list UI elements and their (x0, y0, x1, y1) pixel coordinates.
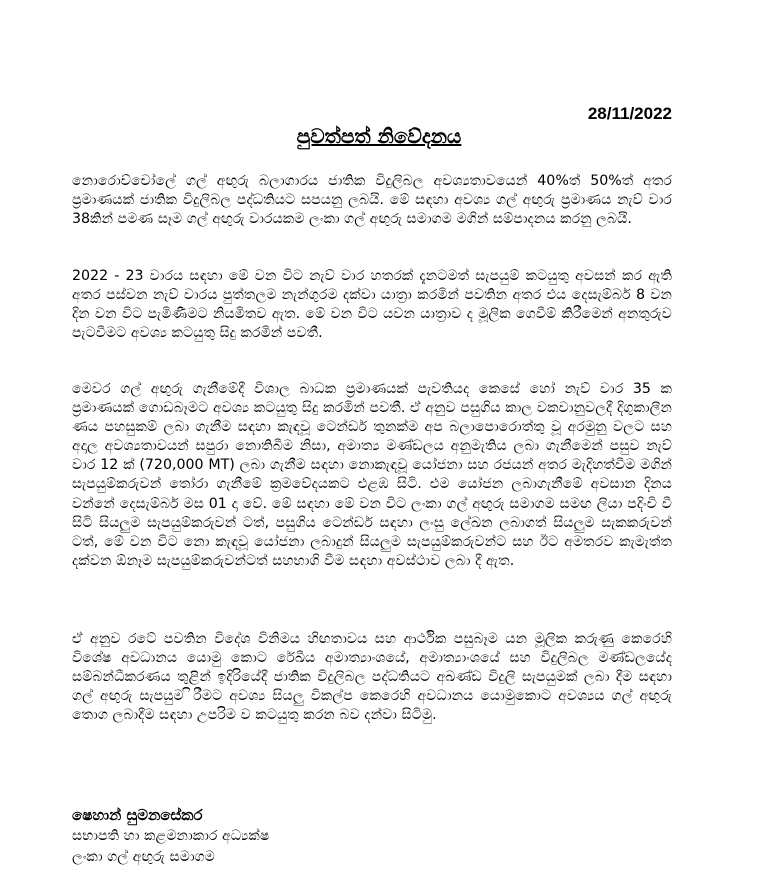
document-date: 28/11/2022 (587, 104, 672, 123)
signature-block (72, 805, 269, 868)
signatory-organization: ලංකා ගල් අඟුරු සමාගම (72, 849, 215, 865)
paragraph-3: මෙවර ගල් අඟුරු ගැනීමේදී විශාල බාධක ප්‍රමාණයක් පැවතියද කෙසේ හෝ නැව් වාර 35 ක ප්‍රමාණයක් ගොඩබෑමට අවශ්‍ය කටයුතු සිදු කරමින් පවතී. ඒ අනුව පසුගිය කාල වකවානුවලදී දිගුකාලීන ණය පහසුකම් ලබා ගැනීම සඳහා කැඳවූ ටෙන්ඩර් තුනක්ම අප බලාපොරොත්තු වූ අරමුනු වලට සහ අදාල අවශ්‍යතාවයන් සපුරා නොතිබීම නිසා, අමාත්‍ය මණ්ඩලය අනුමැතිය ලබා ගැනීමෙන් පසුව නැව් වාර 12 ක් (720,000 MT) ලබා ගැනීම සඳහා නොකැඳවූ යෝජනා සහ රජයන් අතර මැදිහත්වීම මගින් සැපයුම්කරුවන් තෝරා ගැනීමේ ක්‍රමවේදයකට එළඹ සිටි. එම යෝජන ලබාගැනීමේ අවසාන දිනය වන්නේ දෙසැම්බර් මස 01 දා වේ. මේ සඳහා මේ වන විට ලංකා ගල් අඟුරු සමාගම සමඟ ලියා පදිංචි වී සිටි සියලුම සැපයුම්කරුවන් ටත්, පසුගිය ටෙන්ඩර් සඳහා ලංසු ලේඛන ලබාගත් සියලුම සැකකරුවන් ටත්, මේ වන විට නො කැඳවූ යෝජනා ලබාදුන් සියලුම සැපයුම්කරුවන්ට සහ ඊට අමතරව කැමැත්ත දක්වන ඕනෑම සැපයුම්කරුවන්ටත් සහභාගි වීම සඳහා අවස්ථාව ලබා දී ඇත. (72, 381, 672, 569)
signatory-name: ෂෙහාන් සුමනසේකර (72, 806, 203, 824)
paragraph-2: 2022 - 23 වාරය සඳහා මේ වන විට නැව් වාර හතරක් දැනටමත් සැපයුම් කටයුතු අවසන් කර ඇති අතර පස්වන නැව් වාරය පුත්තලම නැන්ගුරම දක්වා යාත්‍රා කරමින් පවතින අතර එය දෙසැම්බර් 8 වන දින වන විට පැමිණීමට නියමිතව ඇත. මේ වන විට යවන යාත්‍රාව ද මූලික ගෙවීම් කිරීමෙන් අනතුරුව පැටවීමට අවශ්‍ය කටයුතු සිදු කරමින් පවතී. (72, 268, 672, 342)
paragraph-4: ඒ අනුව රටේ පවතින විදේශ විනිමය හිඟතාවය සහ ආර්ථික පසුබෑම යන මූලික කරුණු කෙරෙහි විශේෂ අවධානය යොමු කොට රේඛීය අමාත්‍යාංශයේ, අමාත්‍යාංශයේ සහ විදුලිබල මණ්ඩලයේද සම්බන්ධීකරණය තුළින් ඉදිරියේදී ජාතික විදුලිබල පද්ධතියට අඛණ්ඩ විදුලි සැපයුමක් ලබා දීම සඳහා ගල් අඟුරු සැපයුම ිරීමට අවශ්‍ය සියලු විකල්ප කෙරෙහි අවධානය යොමුකොට අවශ්‍යය ගල් අඟුරු තොග ලබාදීම සඳහා උපරිම ව කටයුතු කරන බව දන්වා සිටිමු. (72, 631, 672, 724)
document-title: පුවත්පත් නිවේදනය (296, 124, 462, 148)
signatory-position: සභාපති හා කළමනාකාර අධ්‍යක්ෂ (72, 828, 270, 844)
paragraph-1: නොරොච්චෝලේ ගල් අඟුරු බලාගාරය ජාතික විදුලිබල අවශ්‍යතාවයෙන් 40%ත් 50%ත් අතර ප්‍රමාණයක් ජාතික විදුලිබල පද්ධතියට සපයනු ලබයි. මේ සඳහා අවශ්‍ය ගල් අඟුරු ප්‍රමාණය නැව් වාර 38කින් පමණ සෑම ගල් අඟුරු වාරයකම ලංකා ගල් අඟුරු සමාගම මගින් සම්පාදනය කරනු ලබයි. (72, 173, 672, 228)
